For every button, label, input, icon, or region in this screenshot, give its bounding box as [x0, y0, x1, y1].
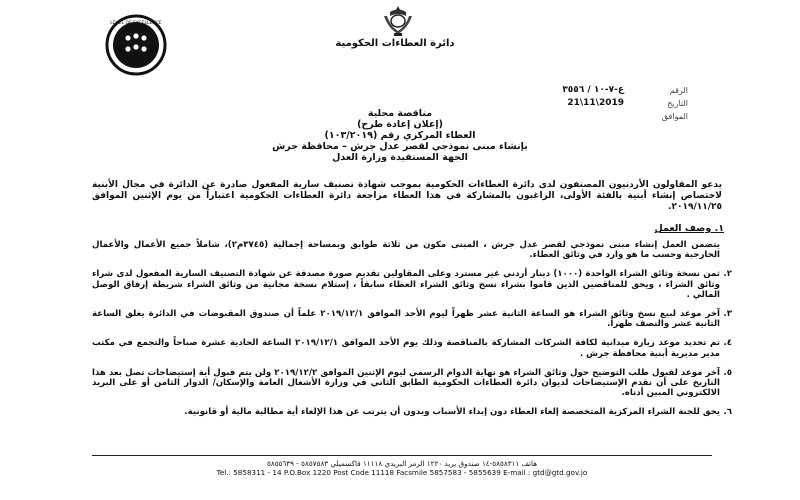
list-item	[92, 407, 732, 417]
item-text: تم تحديد موعد زيارة ميدانية لكافة الشركات المشاركة بالمناقصة وذلك يوم الأحد الموافق ٢٠١٩/١٢/١ الساعة الحادية عشرة صباحاً والتجمع في مكتب مدير مديرية أبنية محافظة جرش .	[92, 338, 720, 359]
hijri-row	[562, 110, 688, 123]
retender-notice: (إعلان إعادة طرح)	[357, 119, 443, 130]
footer-english-contact: Tel.: 5858311 - 14 P.O.Box 1220 Post Code 11118 Facsmile 5857583 - 5855639 E-mail : gtd@gtd.gov.jo	[216, 468, 588, 477]
tender-type: مناقصة محلية	[367, 108, 433, 119]
footer-divider	[92, 455, 712, 456]
item-text: يحق للجنة الشراء المركزية المتخصصة إلغاء العطاء دون إبداء الأسباب وبدون أن يترتب عن هذا الإلغاء أية مطالبة مالية أو قانونية.	[184, 407, 720, 418]
org-line: دائرة العطاءات الحكومية	[335, 38, 455, 49]
reference-block	[562, 84, 688, 123]
list-item	[92, 269, 732, 300]
date-value: 21\11\2019	[567, 98, 624, 108]
date-row	[562, 97, 688, 110]
tender-subject: بإنشاء مبنى نموذجي لقصر عدل جرش – محافظة جرش	[272, 141, 528, 152]
intro-paragraph: يدعو المقاولون الأردنيون المصنفون لدى دائرة العطاءات الحكومية بموجب شهادة تصنيف سارية المفعول صادرة عن الدائرة في مجال الأبنية لاختصاص إنشاء أبنية بالفئة الأولى، الراغبون بالمشاركة في هذا العطاء مراجعة دائرة العطاءات الحكومية اعتباراً من يوم الإثنين الموافق ٢٠١٩/١١/٢٥.	[92, 180, 722, 212]
svg-text:LEVEL OF EXCELLENCE: LEVEL OF EXCELLENCE	[110, 21, 162, 26]
organization-name	[300, 38, 490, 50]
beneficiary: الجهة المستفيدة وزارة العدل	[332, 152, 468, 163]
item-number: ٤.	[723, 338, 732, 349]
list-item	[92, 368, 732, 399]
item-text: آخر موعد لقبول طلب التوضيح حول وثائق الشراء هو نهاية الدوام الرسمي ليوم الإثنين الموافق ٢٠١٩/١٢/٢ ولن يتم قبول أية إستيضاحات تصل بعد هذا التاريخ على أن تقدم الإستيضاحات لديوان دائرة العطاءات الحكومية الطابق الثاني في وزارة الأشغال العامة والإسكان/ الدوار الثامن أو على البريد الالكتروني المبين أدناه.	[92, 367, 721, 399]
list-item	[92, 309, 732, 329]
section-title: ١. وصف العمل	[654, 223, 724, 234]
item-number: ٥.	[723, 367, 732, 378]
footer	[92, 459, 712, 477]
item-text: يتضمن العمل إنشاء مبنى نموذجي لقصر عدل جرش ، المبنى مكون من ثلاثة طوابق وبمساحة إجمالية (٣٧٤٥م٢)، شاملاً جميع الأعمال والأعمال الخارجية وحسب ما هو وارد في وثائق العطاء.	[92, 240, 720, 261]
item-number: ٦.	[723, 407, 732, 418]
item-text: آخر موعد لبيع نسخ وثائق الشراء هو الساعة الثانية عشر ظهراً ليوم الأحد الموافق ٢٠١٩/١٢/١ علماً أن صندوق المقبوضات في الدائرة يغلق الساعة الثانية عشر والنصف ظهراً.	[92, 309, 720, 330]
footer-arabic-contact: هاتف ٥٨٥٨٣١١-١٤ صندوق بريد ١٢٢٠ الرمز البريدي ١١١١٨ فاكسميلي ٥٨٥٧٥٨٣ - ٥٨٥٥٦٣٩	[266, 459, 538, 468]
item-number: ٢.	[723, 269, 732, 280]
work-description-list	[92, 240, 732, 427]
ref-label: الرقم	[669, 86, 688, 95]
tender-number: العطاء المركزي رقم (١٠٣/٢٠١٩)	[324, 130, 476, 141]
level-of-excellence-seal	[88, 14, 184, 76]
list-item	[92, 338, 732, 358]
ref-row	[562, 84, 688, 97]
jordan-coat-of-arms-icon	[380, 4, 416, 38]
list-item	[92, 240, 732, 260]
item-text: ثمن نسخة وثائق الشراء الواحدة (١٠٠٠) دينار أردني غير مسترد وعلى المقاولين تقديم صورة مصدقة عن شهادة التصنيف السارية المفعول لدى شراء وثائق الشراء ، ويحق للمناقصين الذين قاموا بشراء نسخ وثائق الشراء العطاء سابقاً ، إستلام نسخة مجانية من وثائق الشراء شريطة إرفاق الوصل المالي .	[92, 269, 721, 300]
tender-title-block	[230, 108, 570, 163]
ref-value: ع-٧-١٠ / ٣٥٥٦	[562, 85, 624, 95]
hijri-label: الموافق	[661, 112, 688, 121]
item-number	[720, 240, 732, 260]
date-label: التاريخ	[667, 99, 688, 108]
item-number: ٣.	[723, 309, 732, 320]
